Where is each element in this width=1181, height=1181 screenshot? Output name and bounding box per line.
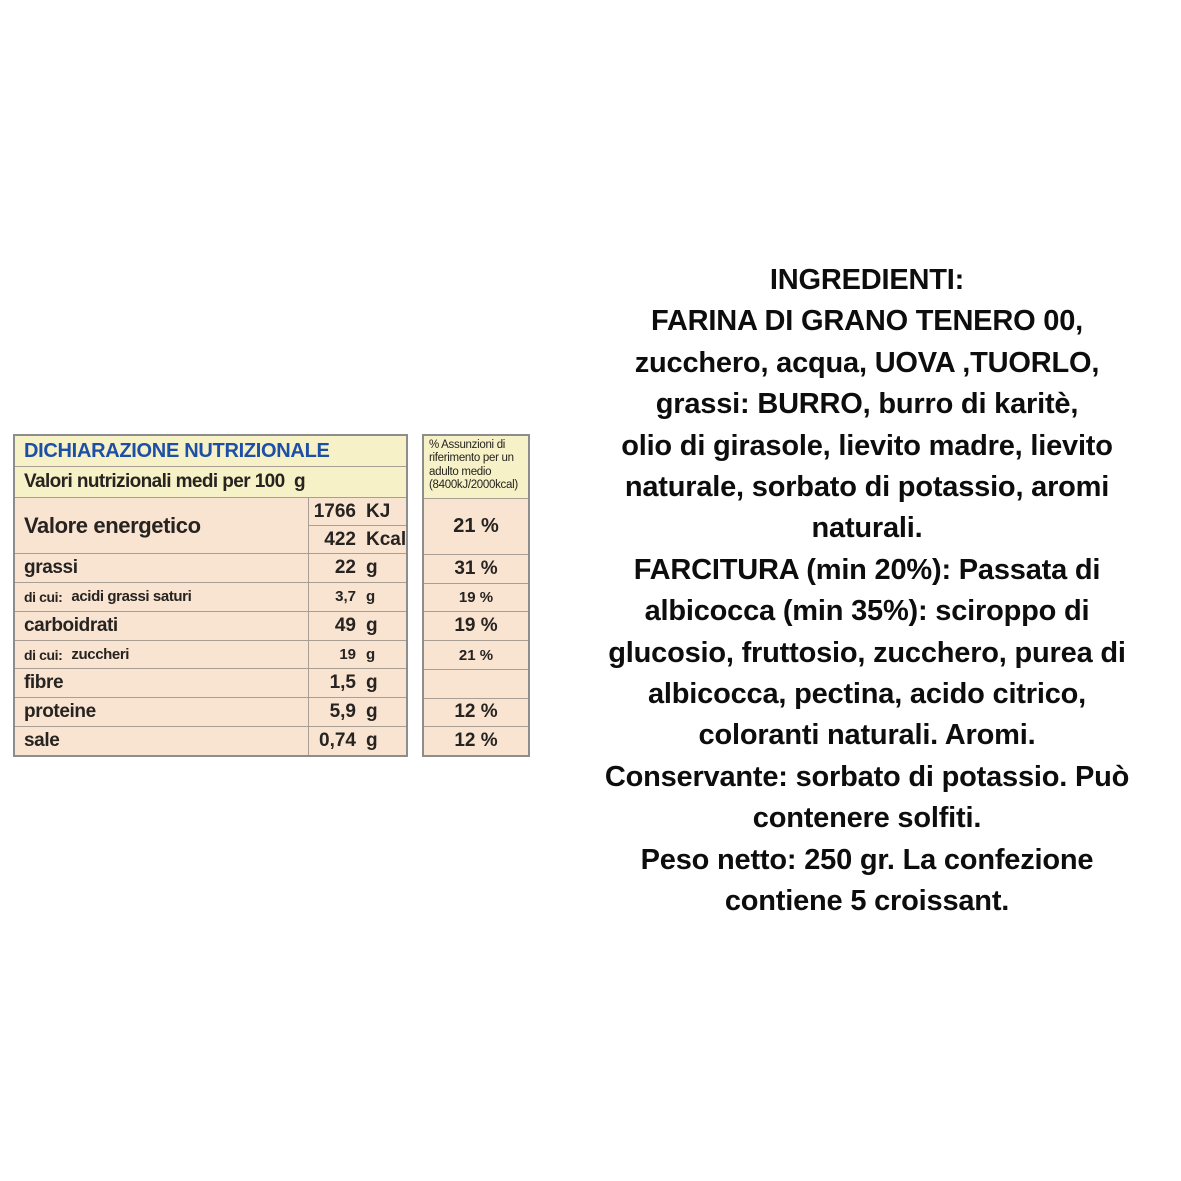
reference-value-grassi: 31 % <box>424 554 528 583</box>
ingredients-line: coloranti naturali. Aromi. <box>698 719 1036 752</box>
energy-kcal <box>309 525 406 553</box>
row-value <box>309 641 406 669</box>
reference-value-proteine: 12 % <box>424 698 528 727</box>
ingredients-line: FARCITURA (min 20%): Passata di <box>633 553 1101 586</box>
value-unit: g <box>366 701 378 723</box>
ingredients-line: olio di girasole, lievito madre, lievito <box>621 429 1113 462</box>
value-number: 1,5 <box>329 672 356 694</box>
row-label: sale <box>15 727 309 755</box>
reference-value-saturi: 19 % <box>424 583 528 612</box>
reference-header-line: riferimento per un <box>429 452 514 465</box>
reference-value-sale: 12 % <box>424 726 528 755</box>
row-label <box>15 641 309 669</box>
ingredients-line: grassi: BURRO, burro di karitè, <box>655 388 1079 421</box>
reference-column-header <box>424 436 528 498</box>
ingredients-line: contenere solfiti. <box>752 802 982 835</box>
value-number: 1766 <box>313 500 356 522</box>
ingredients-line: FARINA DI GRANO TENERO 00, <box>651 305 1083 338</box>
table-row-proteine <box>15 697 406 726</box>
reference-intake-column <box>422 434 530 757</box>
table-title: DICHIARAZIONE NUTRIZIONALE <box>15 436 406 466</box>
table-subtitle: Valori nutrizionali medi per 100 g <box>15 466 406 497</box>
nutrition-table <box>13 434 408 757</box>
table-row-acidi-grassi-saturi <box>15 582 406 611</box>
value-unit: Kcal <box>366 528 407 550</box>
ingredients-line: albicocca, pectina, acido citrico, <box>647 678 1087 711</box>
row-value <box>309 554 406 582</box>
row-value <box>309 583 406 611</box>
row-label <box>15 583 309 611</box>
ingredients-line: albicocca (min 35%): sciroppo di <box>644 595 1090 628</box>
row-label: proteine <box>15 698 309 726</box>
ingredients-line: zucchero, acqua, UOVA ,TUORLO, <box>634 346 1100 379</box>
row-label-text: zuccheri <box>71 646 130 663</box>
energy-kj <box>309 498 406 525</box>
reference-value-carboidrati: 19 % <box>424 611 528 640</box>
ingredients-text <box>555 260 1179 923</box>
reference-value-zuccheri: 21 % <box>424 640 528 669</box>
value-number: 3,7 <box>335 588 356 606</box>
value-unit: KJ <box>366 500 391 522</box>
row-label: Valore energetico <box>15 498 309 553</box>
row-label-prefix: di cui: <box>24 646 63 663</box>
table-row-sale <box>15 726 406 755</box>
row-value <box>309 669 406 697</box>
value-number: 0,74 <box>319 730 356 752</box>
ingredients-line: naturale, sorbato di potassio, aromi <box>624 471 1110 504</box>
ingredients-line: naturali. <box>811 512 923 545</box>
value-number: 22 <box>334 556 356 578</box>
value-unit: g <box>366 614 378 636</box>
table-row-grassi <box>15 553 406 582</box>
value-unit: g <box>366 672 378 694</box>
reference-header-line: % Assunzioni di <box>429 439 506 451</box>
ingredients-heading: INGREDIENTI: <box>769 264 965 296</box>
value-number: 5,9 <box>329 701 356 723</box>
reference-header-line: (8400kJ/2000kcal) <box>429 479 518 492</box>
ingredients-line: glucosio, fruttosio, zucchero, purea di <box>608 636 1126 669</box>
row-label: grassi <box>15 554 309 582</box>
value-unit: g <box>366 556 378 578</box>
ingredients-line: Conservante: sorbato di potassio. Può <box>604 760 1130 793</box>
row-label-text: acidi grassi saturi <box>71 588 192 606</box>
table-row-carboidrati <box>15 611 406 640</box>
row-label: fibre <box>15 669 309 697</box>
row-value <box>309 612 406 640</box>
ingredients-line: contiene 5 croissant. <box>724 885 1010 918</box>
value-unit: g <box>366 588 376 606</box>
row-label: carboidrati <box>15 612 309 640</box>
energy-values <box>309 498 406 553</box>
table-row-energy <box>15 497 406 553</box>
value-unit: g <box>366 646 376 663</box>
ingredients-line: Peso netto: 250 gr. La confezione <box>640 843 1094 876</box>
row-label-prefix: di cui: <box>24 588 63 605</box>
value-number: 49 <box>334 614 356 636</box>
table-row-fibre <box>15 668 406 697</box>
table-row-zuccheri <box>15 640 406 669</box>
value-number: 422 <box>324 528 356 550</box>
value-number: 19 <box>339 646 356 663</box>
reference-value-energy: 21 % <box>424 498 528 554</box>
row-value <box>309 727 406 755</box>
value-unit: g <box>366 730 378 752</box>
reference-value-fibre <box>424 669 528 698</box>
row-value <box>309 698 406 726</box>
reference-header-line: adulto medio <box>429 465 492 478</box>
